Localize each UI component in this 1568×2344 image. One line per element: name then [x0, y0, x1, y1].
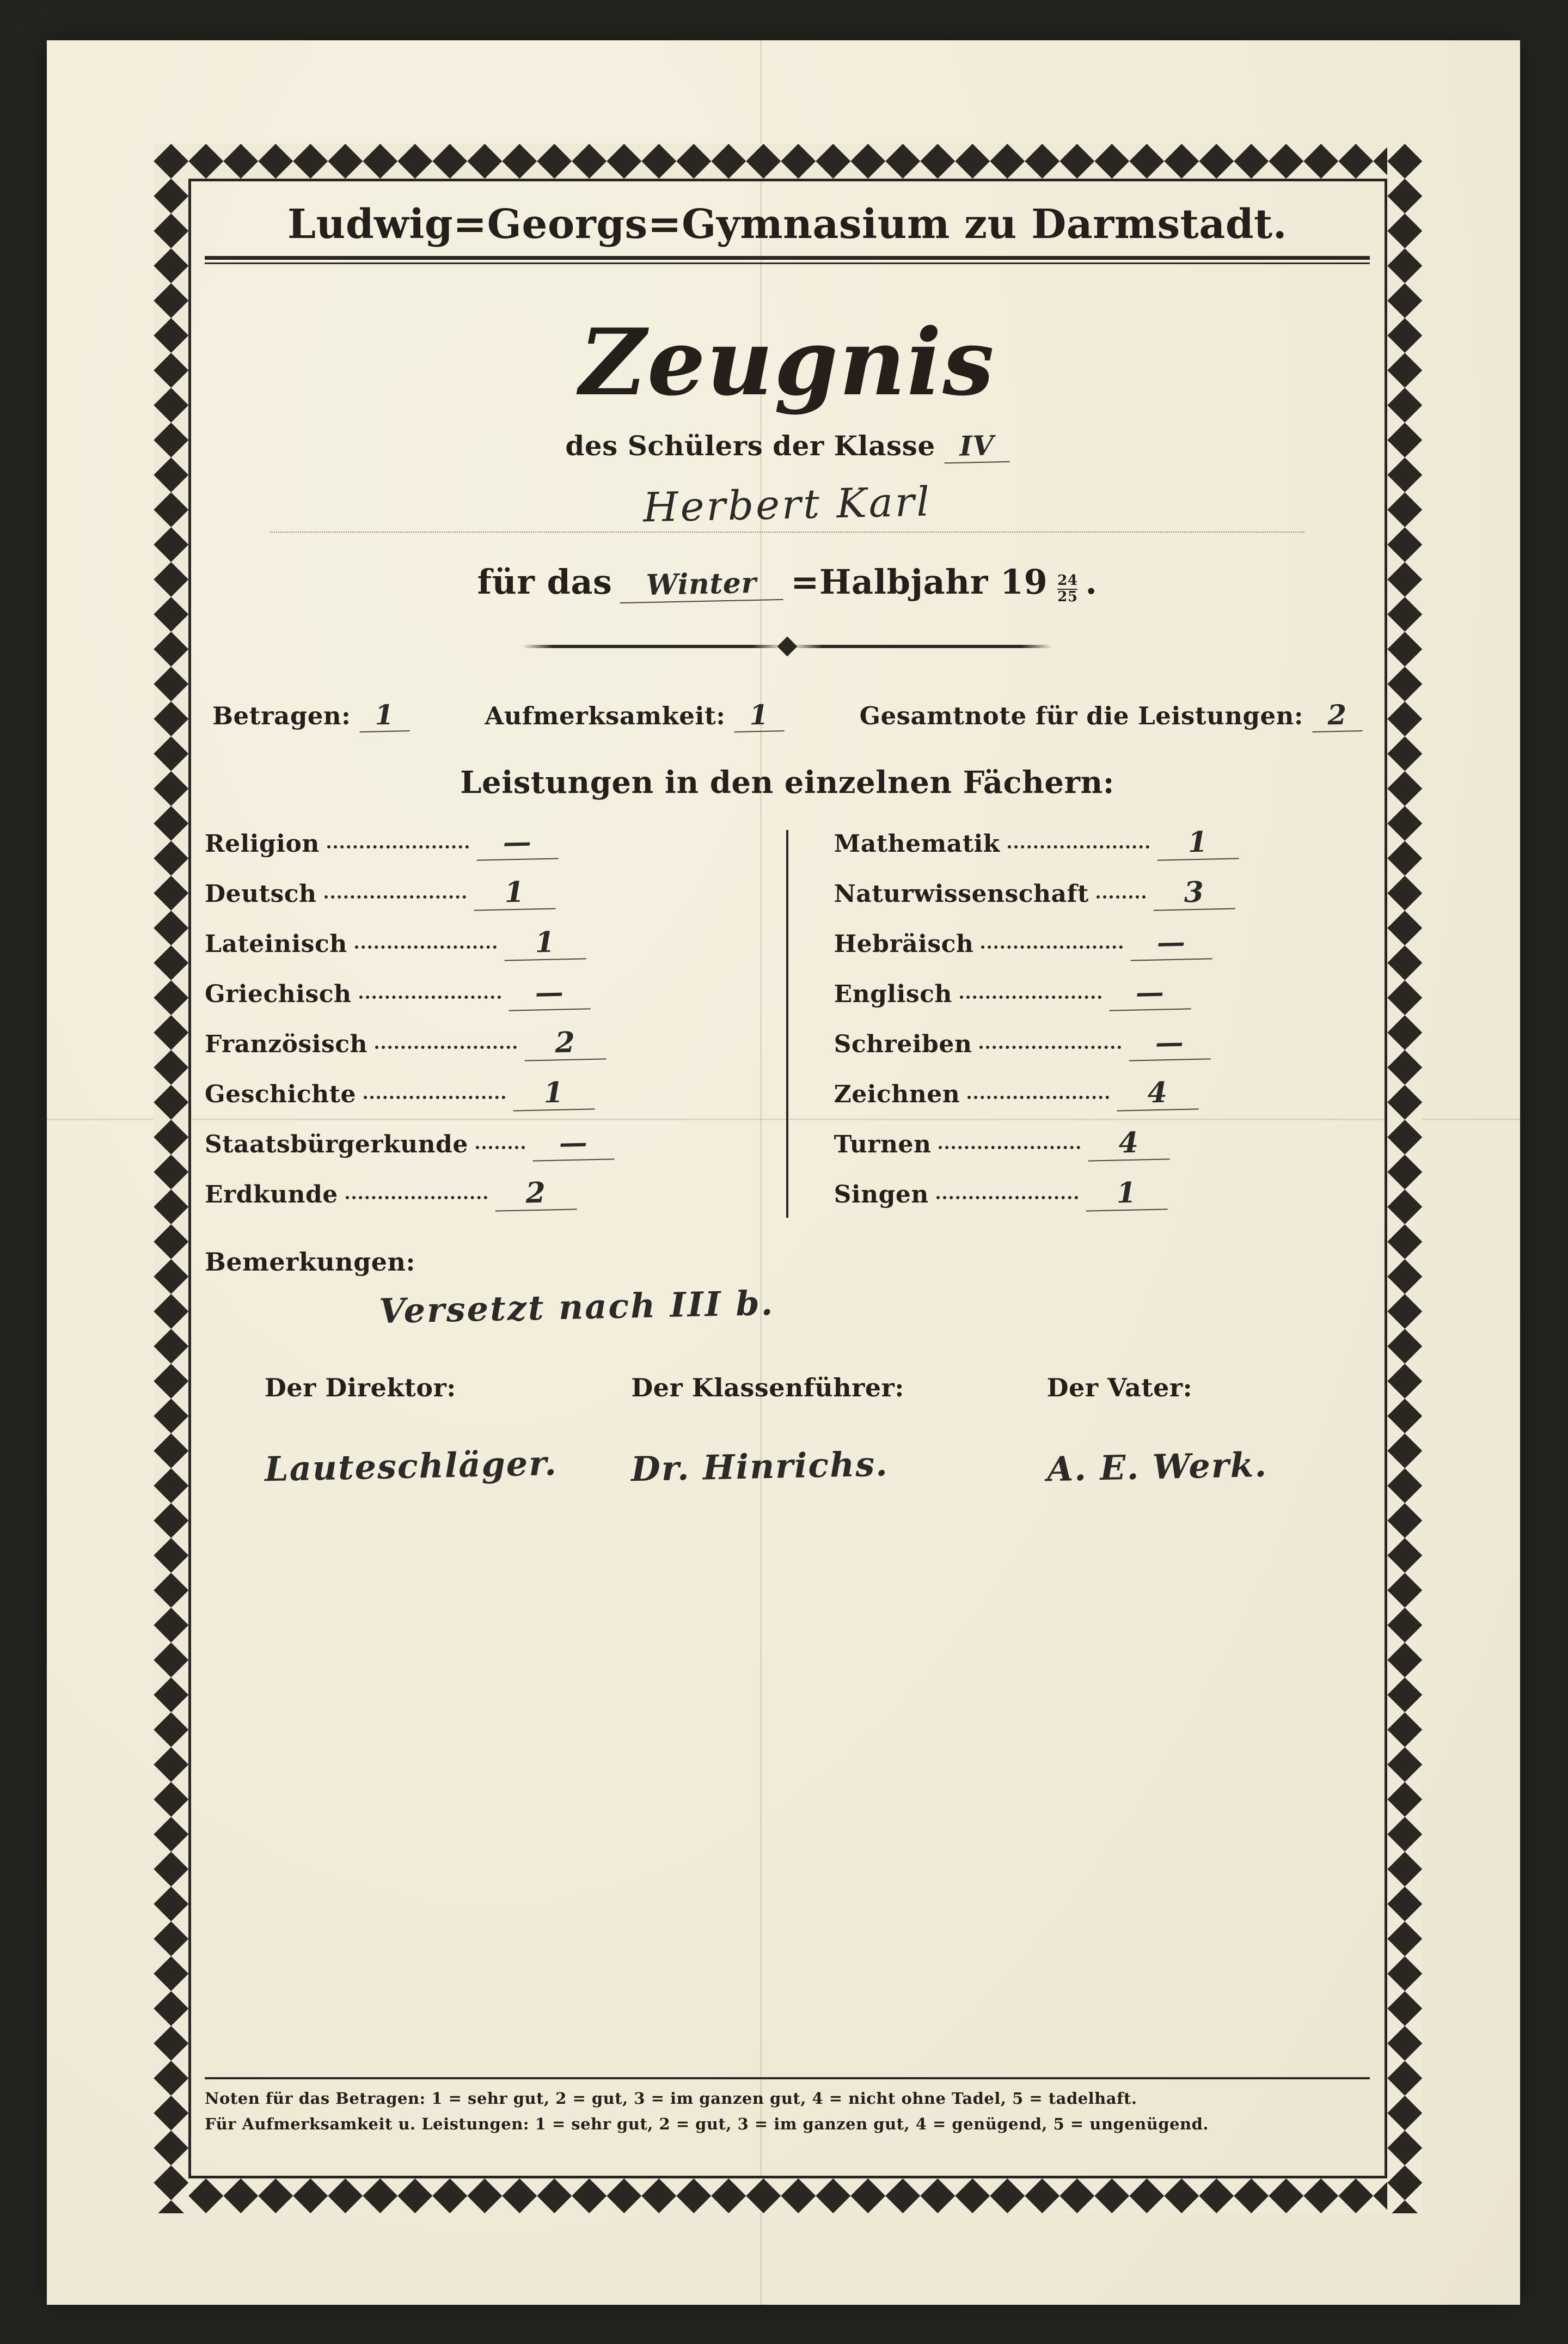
- subject-name: Lateinisch: [205, 930, 347, 958]
- subject-row: [205, 826, 740, 876]
- subject-name: Mathematik: [834, 829, 1000, 858]
- signature-classteacher: [587, 1372, 954, 1489]
- border-band-bottom: [154, 2178, 1422, 2213]
- subject-row: [834, 826, 1370, 876]
- subject-name: Zeichnen: [834, 1080, 960, 1108]
- student-name: Herbert Karl: [642, 478, 932, 532]
- divider-bar: [791, 645, 1052, 648]
- subject-name: Deutsch: [205, 880, 317, 908]
- subject-dots: [981, 945, 1123, 949]
- signature-label: Der Direktor:: [265, 1372, 456, 1402]
- subject-mark: 2: [494, 1175, 577, 1211]
- subject-mark: 2: [524, 1025, 606, 1061]
- subject-dots: [346, 1196, 487, 1199]
- border-band-left: [154, 144, 188, 2213]
- subject-row: [834, 1126, 1370, 1176]
- term-value: Winter: [620, 566, 783, 603]
- subject-name: Geschichte: [205, 1080, 356, 1108]
- year-numerator: 24: [1057, 572, 1078, 589]
- overall-field: [860, 699, 1362, 732]
- signature-name: Dr. Hinrichs.: [630, 1444, 889, 1489]
- subject-mark: 4: [1117, 1075, 1199, 1111]
- subject-mark: 1: [1156, 825, 1239, 860]
- overall-label: Gesamtnote für die Leistungen:: [859, 701, 1303, 730]
- subjects-table: [205, 826, 1370, 1232]
- summary-marks-row: [205, 699, 1370, 732]
- school-name-rule: [205, 256, 1370, 264]
- legend-conduct: Noten für das Betragen: 1 = sehr gut, 2 = gut, 3 = im ganzen gut, 4 = nicht ohne Tadel, 5 = tadelhaft.: [205, 2089, 1137, 2108]
- class-value: IV: [944, 429, 1009, 463]
- remarks-value: Versetzt nach III b.: [378, 1283, 775, 1331]
- subject-row: [834, 1076, 1370, 1126]
- subject-dots: [355, 945, 497, 949]
- conduct-label: Betragen:: [212, 701, 351, 730]
- term-suffix: =Halbjahr 19: [791, 561, 1048, 602]
- subject-mark: —: [476, 825, 558, 860]
- subject-row: [834, 1026, 1370, 1076]
- subject-row: [205, 926, 740, 976]
- ornament-divider: [205, 634, 1370, 656]
- subject-mark: —: [508, 975, 590, 1011]
- subject-dots: [1097, 895, 1146, 899]
- border-band-top: [154, 144, 1422, 179]
- term-period: .: [1085, 561, 1098, 602]
- student-name-row: [205, 478, 1370, 533]
- subjects-column-left: [205, 826, 740, 1226]
- subject-name: Turnen: [834, 1130, 932, 1158]
- subject-dots: [327, 845, 469, 849]
- subject-dots: [375, 1046, 517, 1049]
- signature-name: A. E. Werk.: [1046, 1444, 1268, 1489]
- subject-mark: 1: [1085, 1175, 1167, 1211]
- subject-dots: [939, 1146, 1080, 1149]
- subject-mark: 1: [512, 1075, 595, 1111]
- subject-dots: [324, 895, 466, 899]
- subject-mark: 4: [1088, 1125, 1170, 1161]
- subject-name: Hebräisch: [834, 930, 974, 958]
- year-denominator: 25: [1057, 588, 1078, 605]
- subject-dots: [936, 1196, 1078, 1199]
- term-row: [205, 562, 1370, 613]
- certificate-paper: [47, 40, 1520, 2305]
- attention-mark: 1: [734, 698, 785, 732]
- subject-row: [205, 976, 740, 1026]
- subject-dots: [979, 1046, 1121, 1049]
- subjects-heading: Leistungen in den einzelnen Fächern:: [460, 764, 1114, 801]
- subject-row: [205, 1076, 740, 1126]
- subject-mark: 1: [473, 875, 555, 911]
- subject-mark: 3: [1153, 875, 1235, 911]
- signature-label: Der Vater:: [1046, 1372, 1193, 1402]
- subject-mark: —: [1108, 975, 1191, 1011]
- signature-section: [205, 1372, 1370, 1489]
- student-name-line: [270, 478, 1304, 533]
- class-label: des Schülers der Klasse: [565, 429, 935, 462]
- subject-name: Naturwissenschaft: [834, 880, 1089, 908]
- subject-dots: [476, 1146, 525, 1149]
- subject-row: [205, 1176, 740, 1226]
- subject-name: Singen: [834, 1180, 929, 1208]
- subject-name: Erdkunde: [205, 1180, 338, 1208]
- certificate-content: [205, 201, 1370, 2153]
- subject-mark: 1: [504, 925, 586, 961]
- conduct-field: [212, 699, 409, 732]
- signature-director: [205, 1372, 587, 1489]
- subject-dots: [1008, 845, 1149, 849]
- overall-mark: 2: [1312, 698, 1362, 732]
- school-year-fraction: [1057, 573, 1077, 604]
- subject-row: [834, 1176, 1370, 1226]
- conduct-mark: 1: [359, 698, 410, 732]
- footer-rule: [205, 2077, 1370, 2079]
- legend-performance: Für Aufmerksamkeit u. Leistungen: 1 = sehr gut, 2 = gut, 3 = im ganzen gut, 4 = genügend, 5 = ungenügend.: [205, 2114, 1209, 2133]
- subject-name: Französisch: [205, 1030, 368, 1058]
- signature-label: Der Klassenführer:: [631, 1372, 904, 1402]
- subject-row: [205, 1126, 740, 1176]
- class-row: [205, 430, 1370, 463]
- signature-father: [954, 1372, 1370, 1489]
- divider-bar: [522, 645, 783, 648]
- subject-dots: [364, 1096, 505, 1099]
- border-band-right: [1387, 144, 1422, 2213]
- subject-name: Staatsbürgerkunde: [205, 1130, 468, 1158]
- grading-legend: [205, 2077, 1370, 2139]
- page-title: Zeugnis: [579, 308, 995, 416]
- subjects-column-right: [834, 826, 1370, 1226]
- subject-row: [834, 876, 1370, 926]
- subject-mark: —: [1130, 925, 1212, 961]
- subject-row: [834, 926, 1370, 976]
- subject-dots: [960, 996, 1101, 999]
- divider-diamond-icon: [777, 636, 798, 656]
- subject-dots: [967, 1096, 1109, 1099]
- remarks-label: Bemerkungen:: [205, 1247, 415, 1277]
- remarks-section: [205, 1247, 1370, 1331]
- attention-label: Aufmerksamkeit:: [485, 701, 726, 730]
- term-label: für das: [477, 561, 612, 602]
- subject-name: Englisch: [834, 980, 952, 1008]
- subject-dots: [359, 996, 501, 999]
- subject-name: Schreiben: [834, 1030, 972, 1058]
- subject-mark: —: [532, 1125, 614, 1161]
- signature-name: Lauteschläger.: [264, 1443, 558, 1489]
- subject-mark: —: [1129, 1025, 1211, 1061]
- school-name: Ludwig=Georgs=Gymnasium zu Darmstadt.: [287, 201, 1288, 248]
- attention-field: [485, 699, 784, 732]
- subject-row: [205, 1026, 740, 1076]
- subject-name: Griechisch: [205, 980, 352, 1008]
- subject-row: [205, 876, 740, 926]
- subject-name: Religion: [205, 829, 320, 858]
- subject-row: [834, 976, 1370, 1026]
